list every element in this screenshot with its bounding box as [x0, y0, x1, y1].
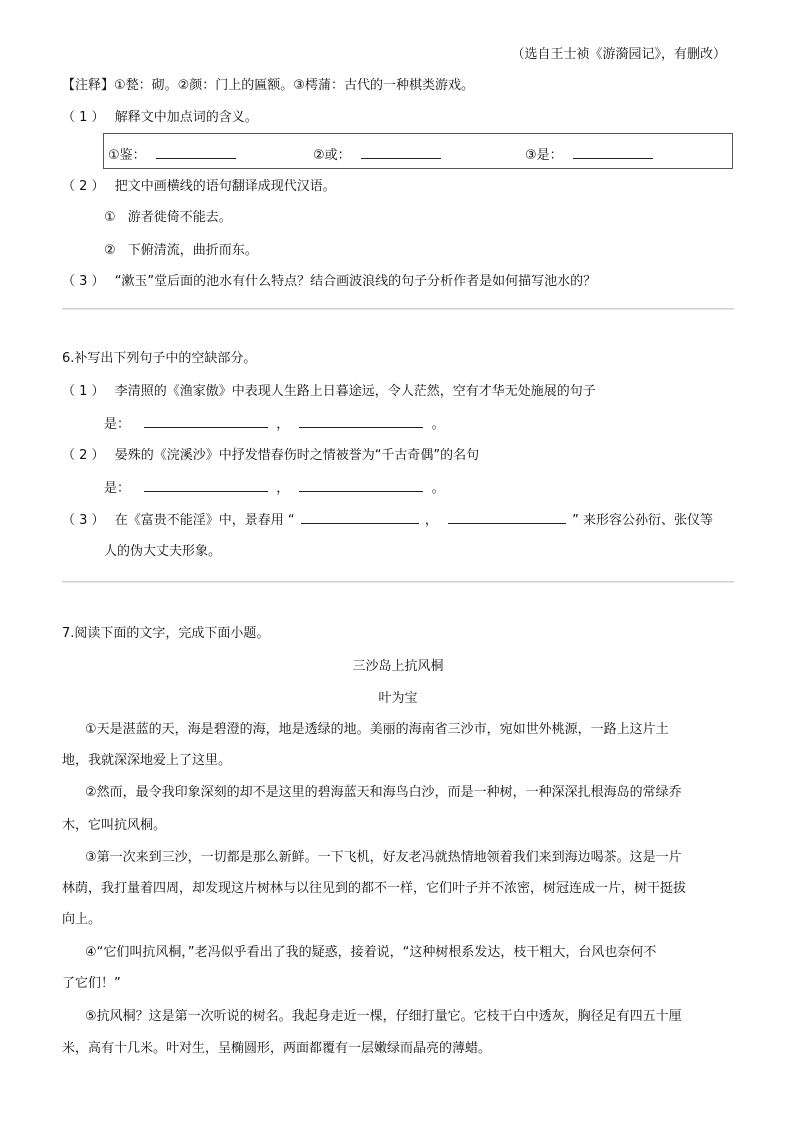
comma: ， — [276, 481, 290, 496]
q6-sub1-number: （ 1 ） — [62, 384, 105, 399]
q5-blank-a-line[interactable] — [156, 146, 236, 159]
q5-answer-box — [103, 133, 733, 169]
answer-blank-1[interactable] — [144, 415, 268, 428]
item-mark: ② — [104, 243, 116, 258]
q5-sub3 — [62, 273, 596, 291]
q6-title: 6.补写出下列句子中的空缺部分。 — [62, 351, 257, 366]
article-line: ③第一次来到三沙，一切都是那么新鲜。一下飞机，好友老冯就热情地领着我们来到海边喝茶。这是一片 — [85, 850, 682, 865]
q6-sub2-text: 晏殊的《浣溪沙》中抒发惜春伤时之情被誉为“千古奇偶”的名句 — [114, 448, 480, 463]
annotation-note: 【注释】①甃：砌。②颜：门上的匾额。③樗蒲：古代的一种棋类游戏。 — [62, 78, 474, 93]
q5-sub1-number: （ 1 ） — [62, 110, 105, 125]
q6-sub1 — [62, 383, 596, 401]
q6-sub3 — [62, 511, 713, 530]
q5-sub3-number: （ 3 ） — [62, 274, 105, 289]
article-line: 林荫，我打量着四周，却发现这片树林与以往见到的都不一样，它们叶子并不浓密，树冠连成一片，树干挺拔 — [62, 881, 687, 896]
q6-sub3-post: ” 来形容公孙衍、张仪等 — [572, 513, 714, 528]
q6-sub1-answer — [104, 415, 445, 434]
q5-blank-b-line[interactable] — [361, 146, 441, 159]
q6-sub3-mid: ， — [424, 513, 438, 528]
article-line: 米，高有十几米。叶对生，呈椭圆形，两面都覆有一层嫩绿而晶亮的薄蜡。 — [62, 1041, 492, 1056]
article-line: 地，我就深深地爱上了这里。 — [62, 753, 232, 768]
q6-sub3-continuation: 人的伪大丈夫形象。 — [104, 544, 222, 559]
article-line: ①天是湛蓝的天，海是碧澄的海，地是透绿的地。美丽的海南省三沙市，宛如世外桃源，一路上这片土 — [85, 722, 669, 737]
period: 。 — [431, 481, 445, 496]
q5-sub2-item-1 — [104, 209, 232, 227]
section-divider — [62, 308, 734, 309]
q5-sub2 — [62, 178, 336, 196]
section-divider — [62, 581, 734, 582]
article-line: ⑤抗风桐？这是第一次听说的树名。我起身走近一棵，仔细打量它。它枝干白中透灰，胸径足有四五十厘 — [85, 1009, 682, 1024]
answer-blank-2[interactable] — [299, 415, 423, 428]
article-author: 叶为宝 — [378, 691, 418, 706]
q6-sub3-pre: 在《富贵不能淫》中，景春用 “ — [114, 513, 295, 528]
q5-blank-a-label: ①鉴： — [108, 148, 146, 163]
q5-sub3-text: “漱玉”堂后面的池水有什么特点？结合画波浪线的句子分析作者是如何描写池水的？ — [114, 274, 597, 289]
q5-blank-c-label: ③是： — [525, 148, 563, 163]
q5-sub2-number: （ 2 ） — [62, 179, 105, 194]
q6-sub2 — [62, 447, 479, 465]
q5-blank-c-line[interactable] — [573, 146, 653, 159]
answer-blank-2[interactable] — [299, 479, 423, 492]
q6-sub2-number: （ 2 ） — [62, 448, 105, 463]
item-mark: ① — [104, 210, 116, 225]
comma: ， — [276, 417, 290, 432]
answer-prefix: 是： — [104, 417, 131, 432]
q5-sub2-item-2 — [104, 242, 258, 260]
article-line: 向上。 — [62, 912, 102, 927]
item-text: 下俯清流，曲折而东。 — [127, 243, 258, 258]
article-title: 三沙岛上抗风桐 — [352, 659, 444, 674]
q6-sub3-blank-2[interactable] — [448, 511, 566, 524]
q6-sub2-answer — [104, 479, 445, 498]
q5-blank-b — [313, 146, 441, 163]
answer-prefix: 是： — [104, 481, 131, 496]
answer-blank-1[interactable] — [144, 479, 268, 492]
article-line: 了它们！” — [62, 976, 121, 991]
q5-blank-a — [108, 146, 236, 163]
q5-blank-b-label: ②或： — [313, 148, 351, 163]
article-line: 木，它叫抗风桐。 — [62, 818, 167, 833]
article-line: ④“它们叫抗风桐，”老冯似乎看出了我的疑惑，接着说，“这种树根系发达，枝干粗大，台风也奈何不 — [85, 945, 657, 960]
item-text: 游者徙倚不能去。 — [127, 210, 232, 225]
q5-sub1 — [62, 109, 258, 127]
period: 。 — [431, 417, 445, 432]
q5-blank-c — [525, 146, 653, 163]
q6-sub1-text: 李清照的《渔家傲》中表现人生路上日暮途远，令人茫然，空有才华无处施展的句子 — [114, 384, 596, 399]
q6-sub3-number: （ 3 ） — [62, 513, 105, 528]
q5-sub2-text: 把文中画横线的语句翻译成现代汉语。 — [114, 179, 336, 194]
q5-sub1-text: 解释文中加点词的含义。 — [114, 110, 258, 125]
q7-title: 7.阅读下面的文字，完成下面小题。 — [62, 626, 270, 641]
q6-sub3-blank-1[interactable] — [301, 511, 419, 524]
article-line: ②然而，最令我印象深刻的却不是这里的碧海蓝天和海鸟白沙，而是一种树，一种深深扎根海岛的常绿乔 — [85, 785, 682, 800]
source-note: （选自王士祯《游漪园记》，有删改） — [511, 47, 726, 62]
